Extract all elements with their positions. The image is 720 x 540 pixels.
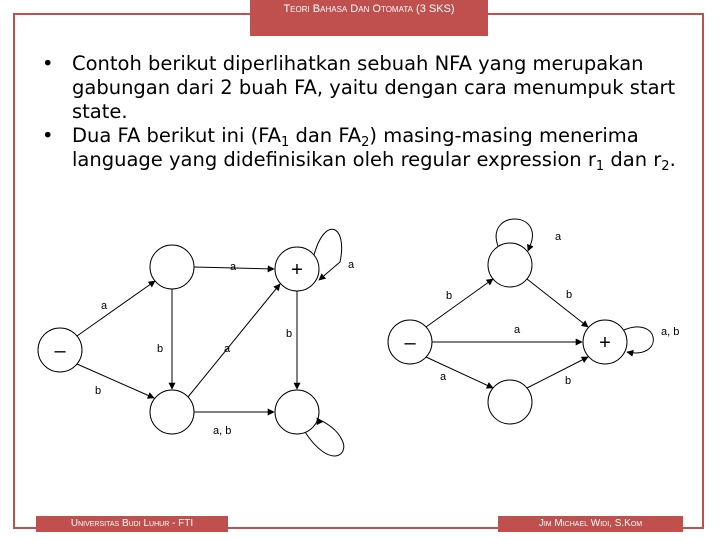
footer-left-text: Universitas Budi Luhur - FTI bbox=[70, 518, 194, 529]
footer-right-text: Jim Michael Widi, S.Kom bbox=[538, 518, 643, 529]
final-marker: + bbox=[291, 259, 303, 281]
fa1-label: b bbox=[95, 385, 102, 397]
header-title: Teori Bahasa Dan Otomata (3 SKS) bbox=[283, 3, 455, 15]
fa1-edge-s-top bbox=[77, 281, 155, 336]
fa1-label: a bbox=[230, 261, 237, 273]
fa1-label: a, b bbox=[213, 425, 232, 437]
bullet-text-2-post: ) masing-masing menerima language yang didefinisikan oleh regular expression r bbox=[72, 124, 639, 171]
start-marker: – bbox=[404, 332, 416, 354]
start-marker: – bbox=[54, 340, 66, 362]
subscript: 2 bbox=[361, 135, 370, 150]
bullet-text-2-end: . bbox=[669, 148, 676, 171]
fa1-state-sink bbox=[275, 390, 319, 434]
fa1-label: a bbox=[224, 343, 231, 355]
fa1-label: a bbox=[101, 300, 108, 312]
fa2-label: a bbox=[555, 231, 562, 243]
fa1-label: b bbox=[286, 328, 293, 340]
fa2-label: a bbox=[440, 371, 447, 383]
fa2-edge-bottom-final bbox=[527, 357, 588, 388]
bullet-text-1: Contoh berikut diperlihatkan sebuah NFA yang merupakan gabungan dari 2 buah FA, yaitu dengan cara menumpuk start state. bbox=[72, 52, 676, 123]
fa1-edge-s-bottom bbox=[77, 364, 154, 398]
fa2-state-final bbox=[583, 320, 627, 364]
fa1-label: a bbox=[348, 259, 355, 271]
fa2-label: b bbox=[446, 290, 453, 302]
fa1-state-bottom bbox=[150, 390, 194, 434]
fa2-state-start bbox=[388, 320, 432, 364]
bullet-dot: • bbox=[42, 52, 54, 75]
fa2-state-bottom bbox=[488, 380, 532, 424]
subscript: 1 bbox=[280, 135, 290, 150]
fa2-label: a, b bbox=[661, 326, 680, 338]
fa2-state-top bbox=[488, 243, 532, 287]
bullet-text-2-pre: Dua FA berikut ini (FA bbox=[72, 124, 281, 147]
fa2-label: a bbox=[514, 324, 521, 336]
footer-right bbox=[498, 516, 683, 532]
fa1-label: b bbox=[157, 343, 164, 355]
fa1-state-top bbox=[150, 245, 194, 289]
fa2-label: b bbox=[566, 289, 573, 301]
fa2-label: b bbox=[565, 375, 572, 387]
fa2-loop-final bbox=[624, 327, 653, 353]
final-marker: + bbox=[599, 332, 611, 354]
bullet-text-2-mid: dan FA bbox=[289, 124, 362, 147]
fa1-state-final bbox=[275, 247, 319, 291]
fa1-edge-bottom-final bbox=[188, 284, 280, 397]
footer-left bbox=[36, 516, 228, 532]
fa2-edge-top-final bbox=[527, 279, 588, 327]
fa2-edge-s-top bbox=[426, 279, 493, 327]
bullet-text-2-mid2: dan r bbox=[604, 148, 662, 171]
bullet-dot: • bbox=[42, 124, 54, 147]
subscript: 1 bbox=[595, 159, 605, 174]
subscript: 2 bbox=[661, 159, 670, 174]
fa1-state-start bbox=[38, 328, 82, 372]
fa2-edge-s-bottom bbox=[426, 357, 493, 388]
